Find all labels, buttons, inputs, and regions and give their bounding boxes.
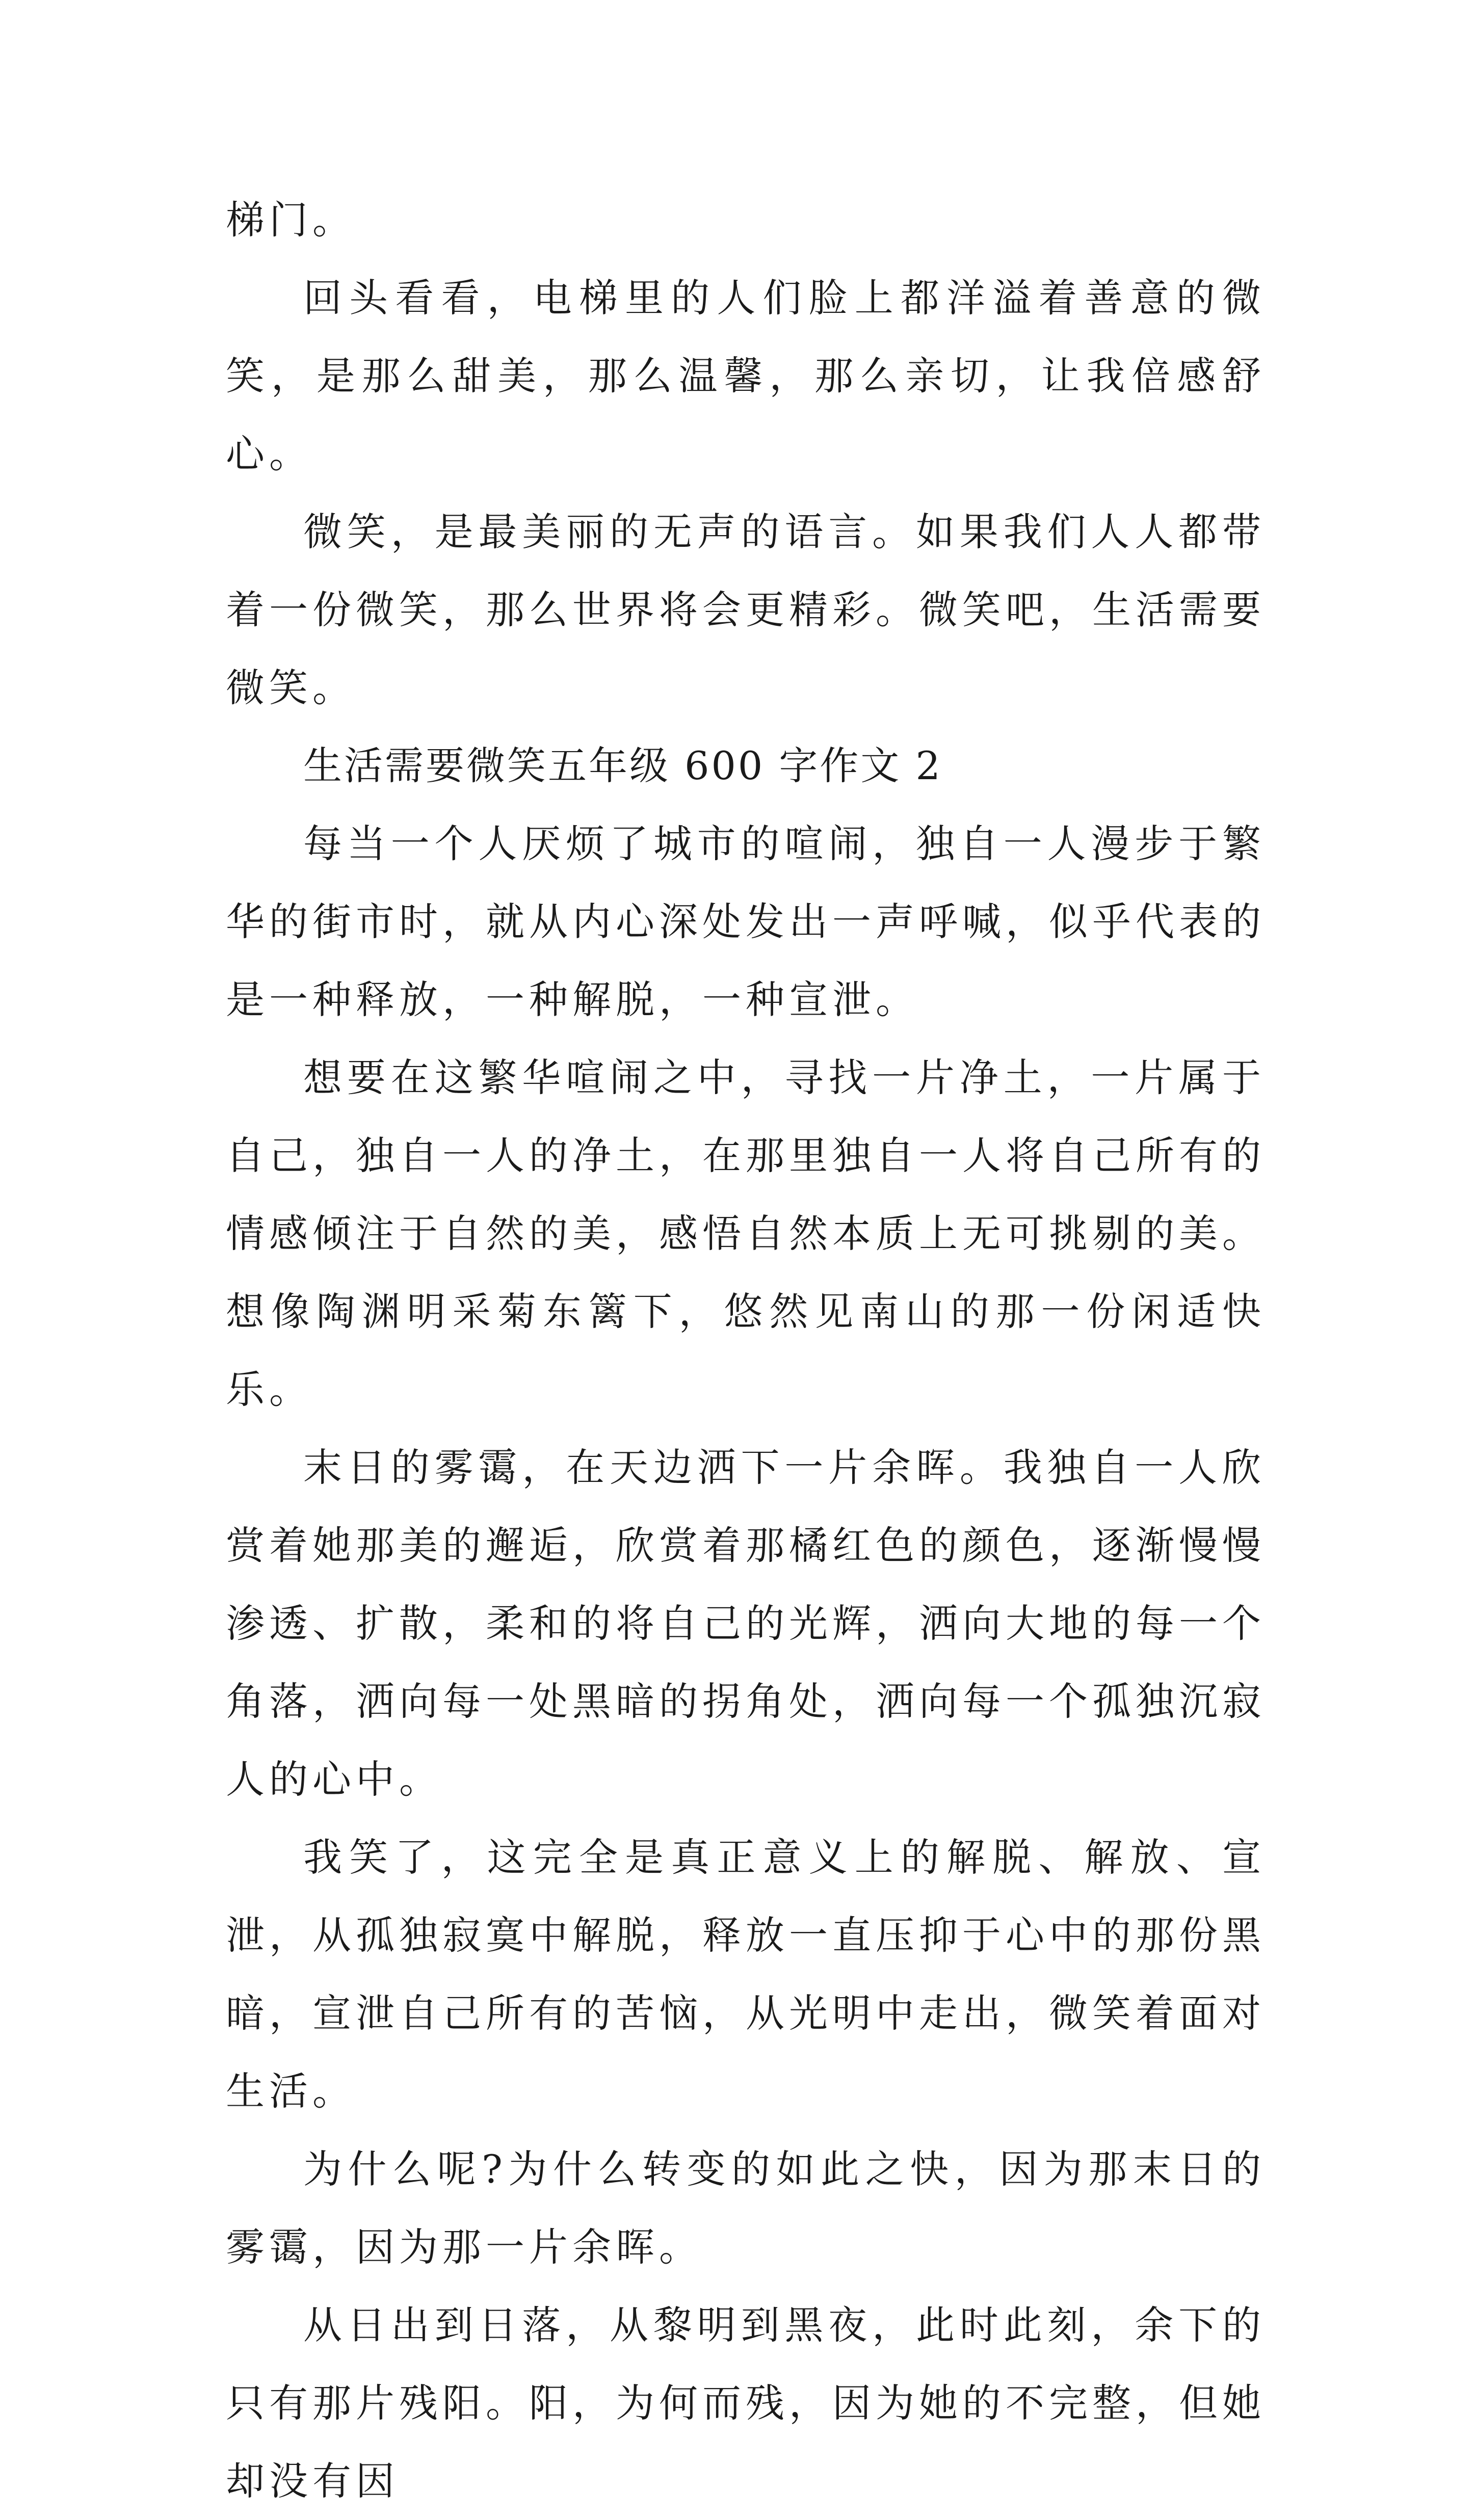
paragraph: 为什么呢?为什么转变的如此之快，因为那末日的雾霭，因为那一片余晖。 [226, 2146, 1266, 2270]
paragraph-continuation: 梯门。 [226, 197, 356, 243]
paragraph: 每当一个人厌烦了城市的喧闹，独自一人漫步于繁华的街市时，就从内心深处发出一声呼喊，似乎代表的是一种释放，一种解脱，一种宣泄。 [226, 821, 1266, 1022]
essay-title: 生活需要微笑五年级 600 字作文 2 [303, 743, 942, 788]
paragraph: 从日出到日落，从黎明到黑夜，此时此刻，余下的只有那片残阳。阳，为何而残，因为她的不完整，但她却没有因 [226, 2302, 1266, 2504]
paragraph: 想要在这繁华喧闹之中，寻找一片净土，一片属于自己，独自一人的净土，在那里独自一人将自己所有的情感倾注于自然的美，感悟自然本质上无可挑剔的美。想像陶渊明采菊东篱下，悠然见南山的那一份闲适快乐。 [226, 1055, 1266, 1412]
paragraph: 回头看看，电梯里的人们脸上都洋溢着善意的微笑，是那么甜美，那么温馨，那么亲切，让我倍感舒心。 [226, 275, 1266, 476]
paragraph: 微笑，是最美丽的无声的语言。如果我们人人都带着一份微笑，那么世界将会更精彩。微笑吧，生活需要微笑。 [226, 509, 1266, 710]
paragraph: 末日的雾霭，在天边洒下一片余晖。我独自一人欣赏着她那美的邂逅，欣赏着那橘红色的颜色，逐渐慢慢渗透、扩散，柔和的将自己的光辉，洒向大地的每一个角落，洒向每一处黑暗的拐角处，洒向每一个孤独沉寂人的心中。 [226, 1445, 1266, 1802]
article-body [226, 181, 1266, 2520]
paragraph: 我笑了，这完全是真正意义上的解脱、解放、宣泄，从孤独寂寞中解脱，释放一直压抑于心中的那份黑暗，宣泄自己所有的苦恼，从光明中走出，微笑着面对生活。 [226, 1835, 1266, 2114]
